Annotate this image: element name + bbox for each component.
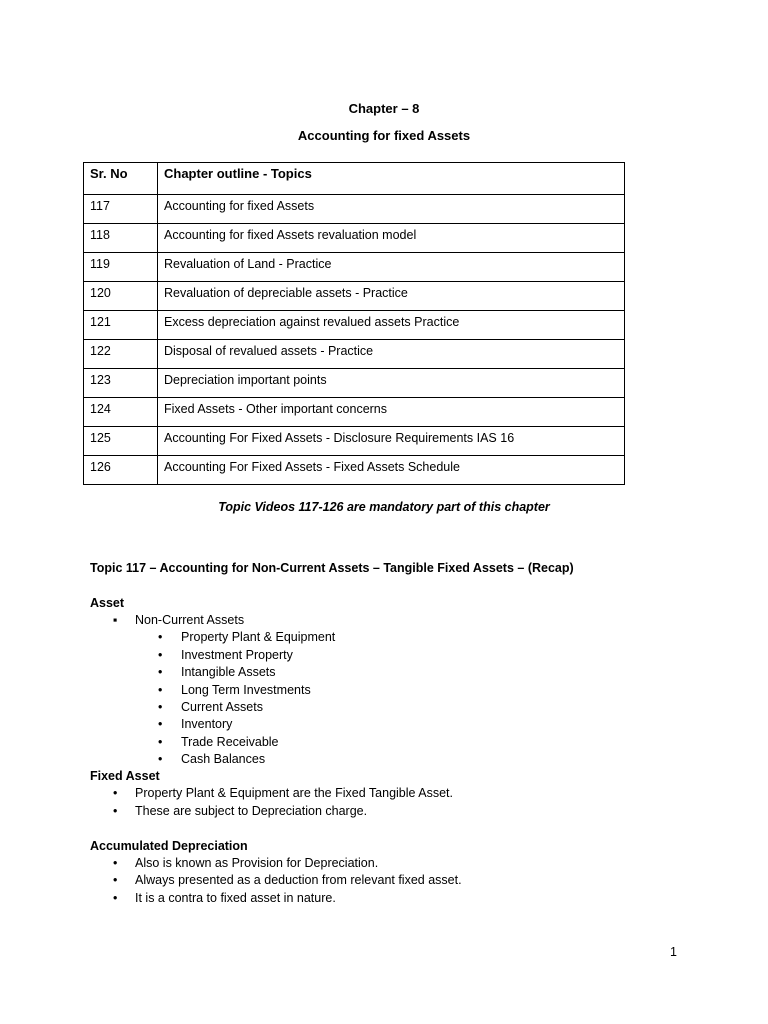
bullet-icon: • — [158, 752, 163, 766]
sr-no-cell: 117 — [84, 195, 158, 224]
table-row — [84, 195, 625, 224]
bullet-icon: • — [158, 683, 163, 697]
bullet-icon: • — [158, 648, 163, 662]
table-row — [84, 398, 625, 427]
table-row — [84, 427, 625, 456]
accumulated-depreciation-item: Always presented as a deduction from relevant fixed asset. — [135, 873, 462, 887]
chapter-title: Chapter – 8 — [348, 101, 420, 116]
chapter-subtitle: Accounting for fixed Assets — [297, 128, 471, 143]
sr-no-cell: 126 — [84, 456, 158, 485]
topic-cell: Revaluation of Land - Practice — [158, 253, 625, 282]
sr-no-cell: 123 — [84, 369, 158, 398]
topic-cell: Depreciation important points — [158, 369, 625, 398]
topic-cell: Accounting for fixed Assets revaluation model — [158, 224, 625, 253]
table-row — [84, 311, 625, 340]
chapter-outline-table — [83, 162, 625, 485]
bullet-icon: • — [113, 873, 118, 887]
topic-cell: Revaluation of depreciable assets - Practice — [158, 282, 625, 311]
bullet-icon: • — [113, 856, 118, 870]
topic-cell: Accounting for fixed Assets — [158, 195, 625, 224]
bullet-icon: • — [158, 717, 163, 731]
asset-sub-item: Long Term Investments — [181, 683, 311, 697]
sr-no-cell: 120 — [84, 282, 158, 311]
asset-level1-item: Non-Current Assets — [135, 613, 245, 627]
accumulated-depreciation-item: Also is known as Provision for Depreciation. — [135, 856, 379, 870]
column-header-sr-no: Sr. No — [84, 163, 158, 195]
topic-cell: Accounting For Fixed Assets - Fixed Assets Schedule — [158, 456, 625, 485]
topic-heading: Topic 117 – Accounting for Non-Current Assets – Tangible Fixed Assets – (Recap) — [90, 561, 574, 575]
page-number: 1 — [670, 945, 677, 959]
asset-sub-item: Current Assets — [181, 700, 263, 714]
table-note: Topic Videos 117-126 are mandatory part of this chapter — [218, 500, 550, 514]
square-bullet-icon: ▪ — [113, 613, 118, 627]
column-header-topics: Chapter outline - Topics — [158, 163, 625, 195]
sr-no-cell: 118 — [84, 224, 158, 253]
topic-cell: Disposal of revalued assets - Practice — [158, 340, 625, 369]
table-row — [84, 253, 625, 282]
sr-no-cell: 121 — [84, 311, 158, 340]
bullet-icon: • — [158, 630, 163, 644]
asset-sub-item: Cash Balances — [181, 752, 266, 766]
bullet-icon: • — [158, 665, 163, 679]
topic-cell: Excess depreciation against revalued assets Practice — [158, 311, 625, 340]
sr-no-cell: 124 — [84, 398, 158, 427]
bullet-icon: • — [113, 804, 118, 818]
accumulated-depreciation-item: It is a contra to fixed asset in nature. — [135, 891, 336, 905]
bullet-icon: • — [158, 700, 163, 714]
table-row — [84, 456, 625, 485]
fixed-asset-item: These are subject to Depreciation charge. — [135, 804, 368, 818]
table-row — [84, 224, 625, 253]
table-row — [84, 282, 625, 311]
fixed-asset-item: Property Plant & Equipment are the Fixed Tangible Asset. — [135, 786, 454, 800]
bullet-icon: • — [113, 891, 118, 905]
accumulated-depreciation-heading: Accumulated Depreciation — [90, 839, 248, 853]
sr-no-cell: 122 — [84, 340, 158, 369]
topic-cell: Fixed Assets - Other important concerns — [158, 398, 625, 427]
sr-no-cell: 125 — [84, 427, 158, 456]
fixed-asset-heading: Fixed Asset — [90, 769, 160, 783]
table-row — [84, 369, 625, 398]
sr-no-cell: 119 — [84, 253, 158, 282]
bullet-icon: • — [113, 786, 118, 800]
table-header-row — [84, 163, 625, 195]
asset-sub-item: Inventory — [181, 717, 233, 731]
asset-sub-item: Investment Property — [181, 648, 293, 662]
asset-sub-item: Trade Receivable — [181, 735, 279, 749]
table-row — [84, 340, 625, 369]
asset-sub-item: Property Plant & Equipment — [181, 630, 336, 644]
topic-cell: Accounting For Fixed Assets - Disclosure Requirements IAS 16 — [158, 427, 625, 456]
asset-heading: Asset — [90, 596, 125, 610]
bullet-icon: • — [158, 735, 163, 749]
asset-sub-item: Intangible Assets — [181, 665, 276, 679]
